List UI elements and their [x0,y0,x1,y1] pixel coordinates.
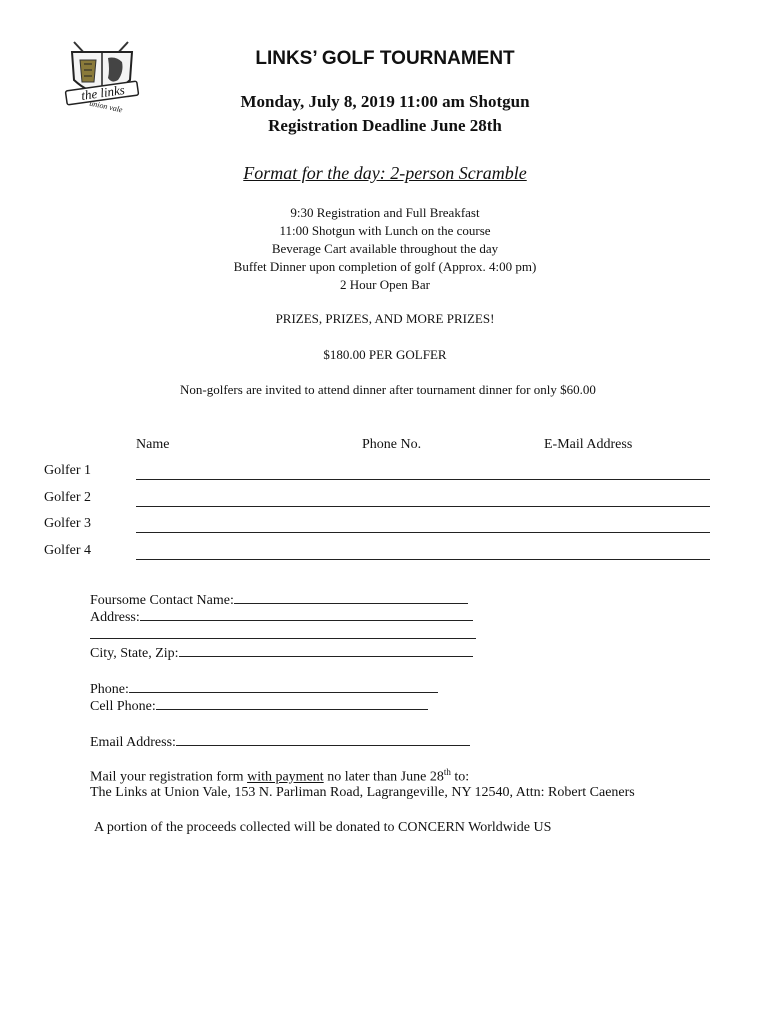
schedule-item: 11:00 Shotgun with Lunch on the course [279,223,491,238]
schedule-item: Buffet Dinner upon completion of golf (Approx. 4:00 pm) [233,259,537,274]
city-field[interactable] [179,642,473,657]
schedule-item: Beverage Cart available throughout the day [271,241,499,256]
schedule-item: 2 Hour Open Bar [340,277,430,292]
mail-with-payment: with payment [247,769,324,785]
cell-label: Cell Phone: [90,699,156,714]
cell-row [90,695,428,715]
price-text: $180.00 PER GOLFER [323,347,447,362]
schedule-item: 9:30 Registration and Full Breakfast [290,205,480,220]
mail-instructions [90,767,469,786]
address-line-2-field[interactable] [90,624,476,639]
golfer-1-field[interactable] [136,478,710,480]
email-field[interactable] [176,731,470,746]
mail-prefix: Mail your registration form [90,769,248,785]
column-name: Name [136,437,170,452]
email-label: Email Address: [90,735,176,750]
city-label: City, State, Zip: [90,646,179,661]
logo-subtitle: union vale [88,98,124,115]
email-row [90,731,470,751]
mail-sup: th [443,767,451,777]
mail-suffix: to: [450,769,470,785]
address-row [90,606,473,626]
phone-field[interactable] [129,678,438,693]
prizes-text: PRIZES, PRIZES, AND MORE PRIZES! [275,311,495,326]
golfer-2-field[interactable] [136,505,710,507]
logo-brand: the links [80,82,126,103]
non-golfers-text: Non-golfers are invited to attend dinner after tournament dinner for only $60.00 [180,382,596,397]
address-label: Address: [90,610,140,625]
event-date: Monday, July 8, 2019 11:00 am Shotgun [240,92,530,111]
column-phone: Phone No. [362,437,422,452]
registration-deadline: Registration Deadline June 28th [268,116,502,135]
mail-middle: no later than June 28 [323,769,444,785]
golfer-label: Golfer 2 [44,490,92,505]
page-title: LINKS’ GOLF TOURNAMENT [255,48,515,69]
contact-name-field[interactable] [234,589,468,604]
golfer-label: Golfer 4 [44,543,92,558]
contact-name-label: Foursome Contact Name: [90,593,234,608]
address-field[interactable] [140,606,473,621]
golfer-4-field[interactable] [136,558,710,560]
golfer-label: Golfer 1 [44,463,92,478]
format-heading: Format for the day: 2-person Scramble [243,163,527,183]
address-line-2-row [90,624,476,644]
mail-address: The Links at Union Vale, 153 N. Parliman Road, Lagrangeville, NY 12540, Attn: Robert Caeners [90,785,635,800]
column-email: E-Mail Address [544,437,633,452]
golfer-3-field[interactable] [136,531,710,533]
golfer-label: Golfer 3 [44,516,92,531]
cell-field[interactable] [156,695,428,710]
phone-label: Phone: [90,682,129,697]
city-row [90,642,473,662]
donation-text: A portion of the proceeds collected will be donated to CONCERN Worldwide US [94,820,552,835]
